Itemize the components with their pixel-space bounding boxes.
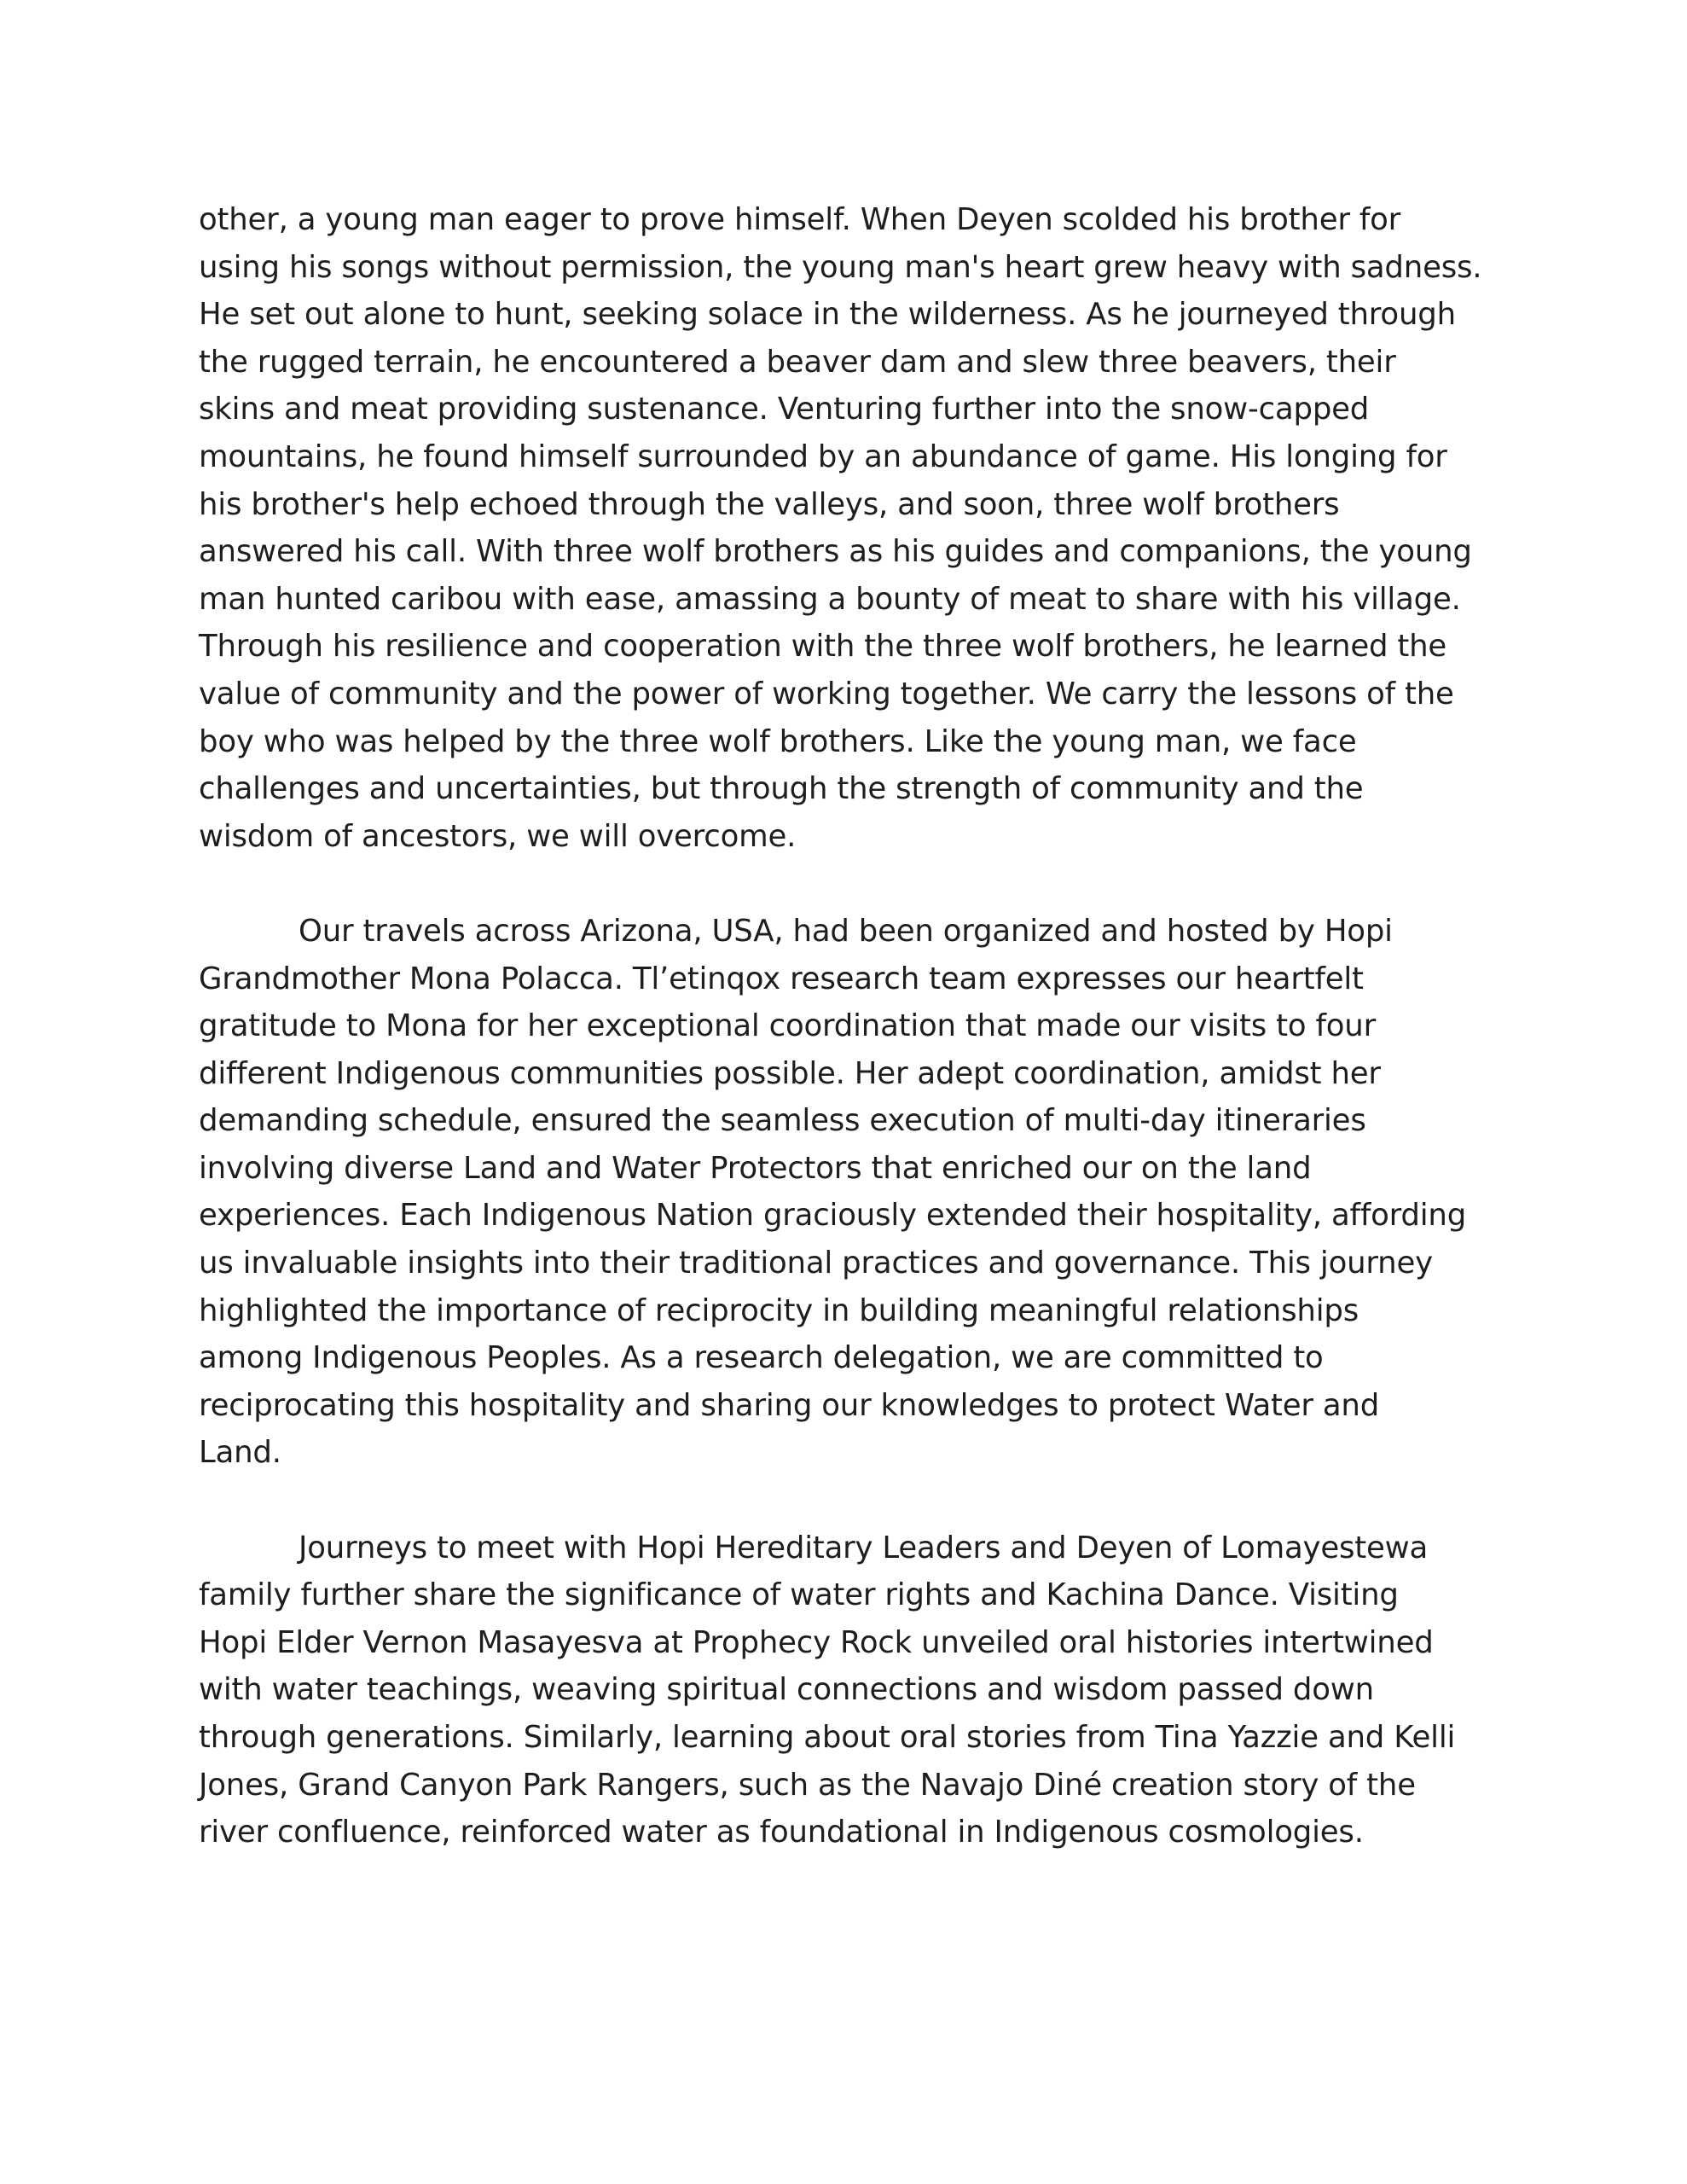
document-body (199, 196, 1504, 1856)
paragraph-hopi-journeys (199, 1525, 1504, 1856)
paragraph-hopi-journeys-text: Journeys to meet with Hopi Hereditary Leaders and Deyen of Lomayestewa family further share the significance of water rights and Kachina Dance. Visiting Hopi Elder Vernon Masayesva at Prophecy Rock unveiled oral histories intertwined with water teachings, weaving spiritual connections and wisdom passed down through generations. Similarly, learning about oral stories from Tina Yazzie and Kelli Jones, Grand Canyon Park Rangers, such as the Navajo Diné creation story of the river confluence, reinforced water as foundational in Indigenous cosmologies. (199, 1530, 1456, 1850)
paragraph-spacer (199, 860, 1504, 908)
paragraph-arizona-travels (199, 908, 1504, 1477)
paragraph-arizona-travels-text: Our travels across Arizona, USA, had been organized and hosted by Hopi Grandmother Mona Polacca. Tl’etinqox research team expresses our heartfelt gratitude to Mona for her exceptional coordination that made our visits to four different Indigenous communities possible. Her adept coordination, amidst her demanding schedule, ensured the seamless execution of multi-day itineraries involving diverse Land and Water Protectors that enriched our on the land experiences. Each Indigenous Nation graciously extended their hospitality, affording us invaluable insights into their traditional practices and governance. This journey highlighted the importance of reciprocity in building meaningful relationships among Indigenous Peoples. As a research delegation, we are committed to reciprocating this hospitality and sharing our knowledges to protect Water and Land. (199, 913, 1467, 1471)
paragraph-spacer (199, 1477, 1504, 1525)
paragraph-wolf-brothers (199, 196, 1504, 860)
paragraph-wolf-brothers-text: other, a young man eager to prove himself. When Deyen scolded his brother for using his songs without permission, the young man's heart grew heavy with sadness. He set out alone to hunt, seeking solace in the wilderness. As he journeyed through the rugged terrain, he encountered a beaver dam and slew three beavers, their skins and meat providing sustenance. Venturing further into the snow-capped mountains, he found himself surrounded by an abundance of game. His longing for his brother's help echoed through the valleys, and soon, three wolf brothers answered his call. With three wolf brothers as his guides and companions, the young man hunted caribou with ease, amassing a bounty of meat to share with his village. Through his resilience and cooperation with the three wolf brothers, he learned the value of community and the power of working together. We carry the lessons of the boy who was helped by the three wolf brothers. Like the young man, we face challenges and uncertainties, but through the strength of community and the wisdom of ancestors, we will overcome. (199, 202, 1482, 854)
